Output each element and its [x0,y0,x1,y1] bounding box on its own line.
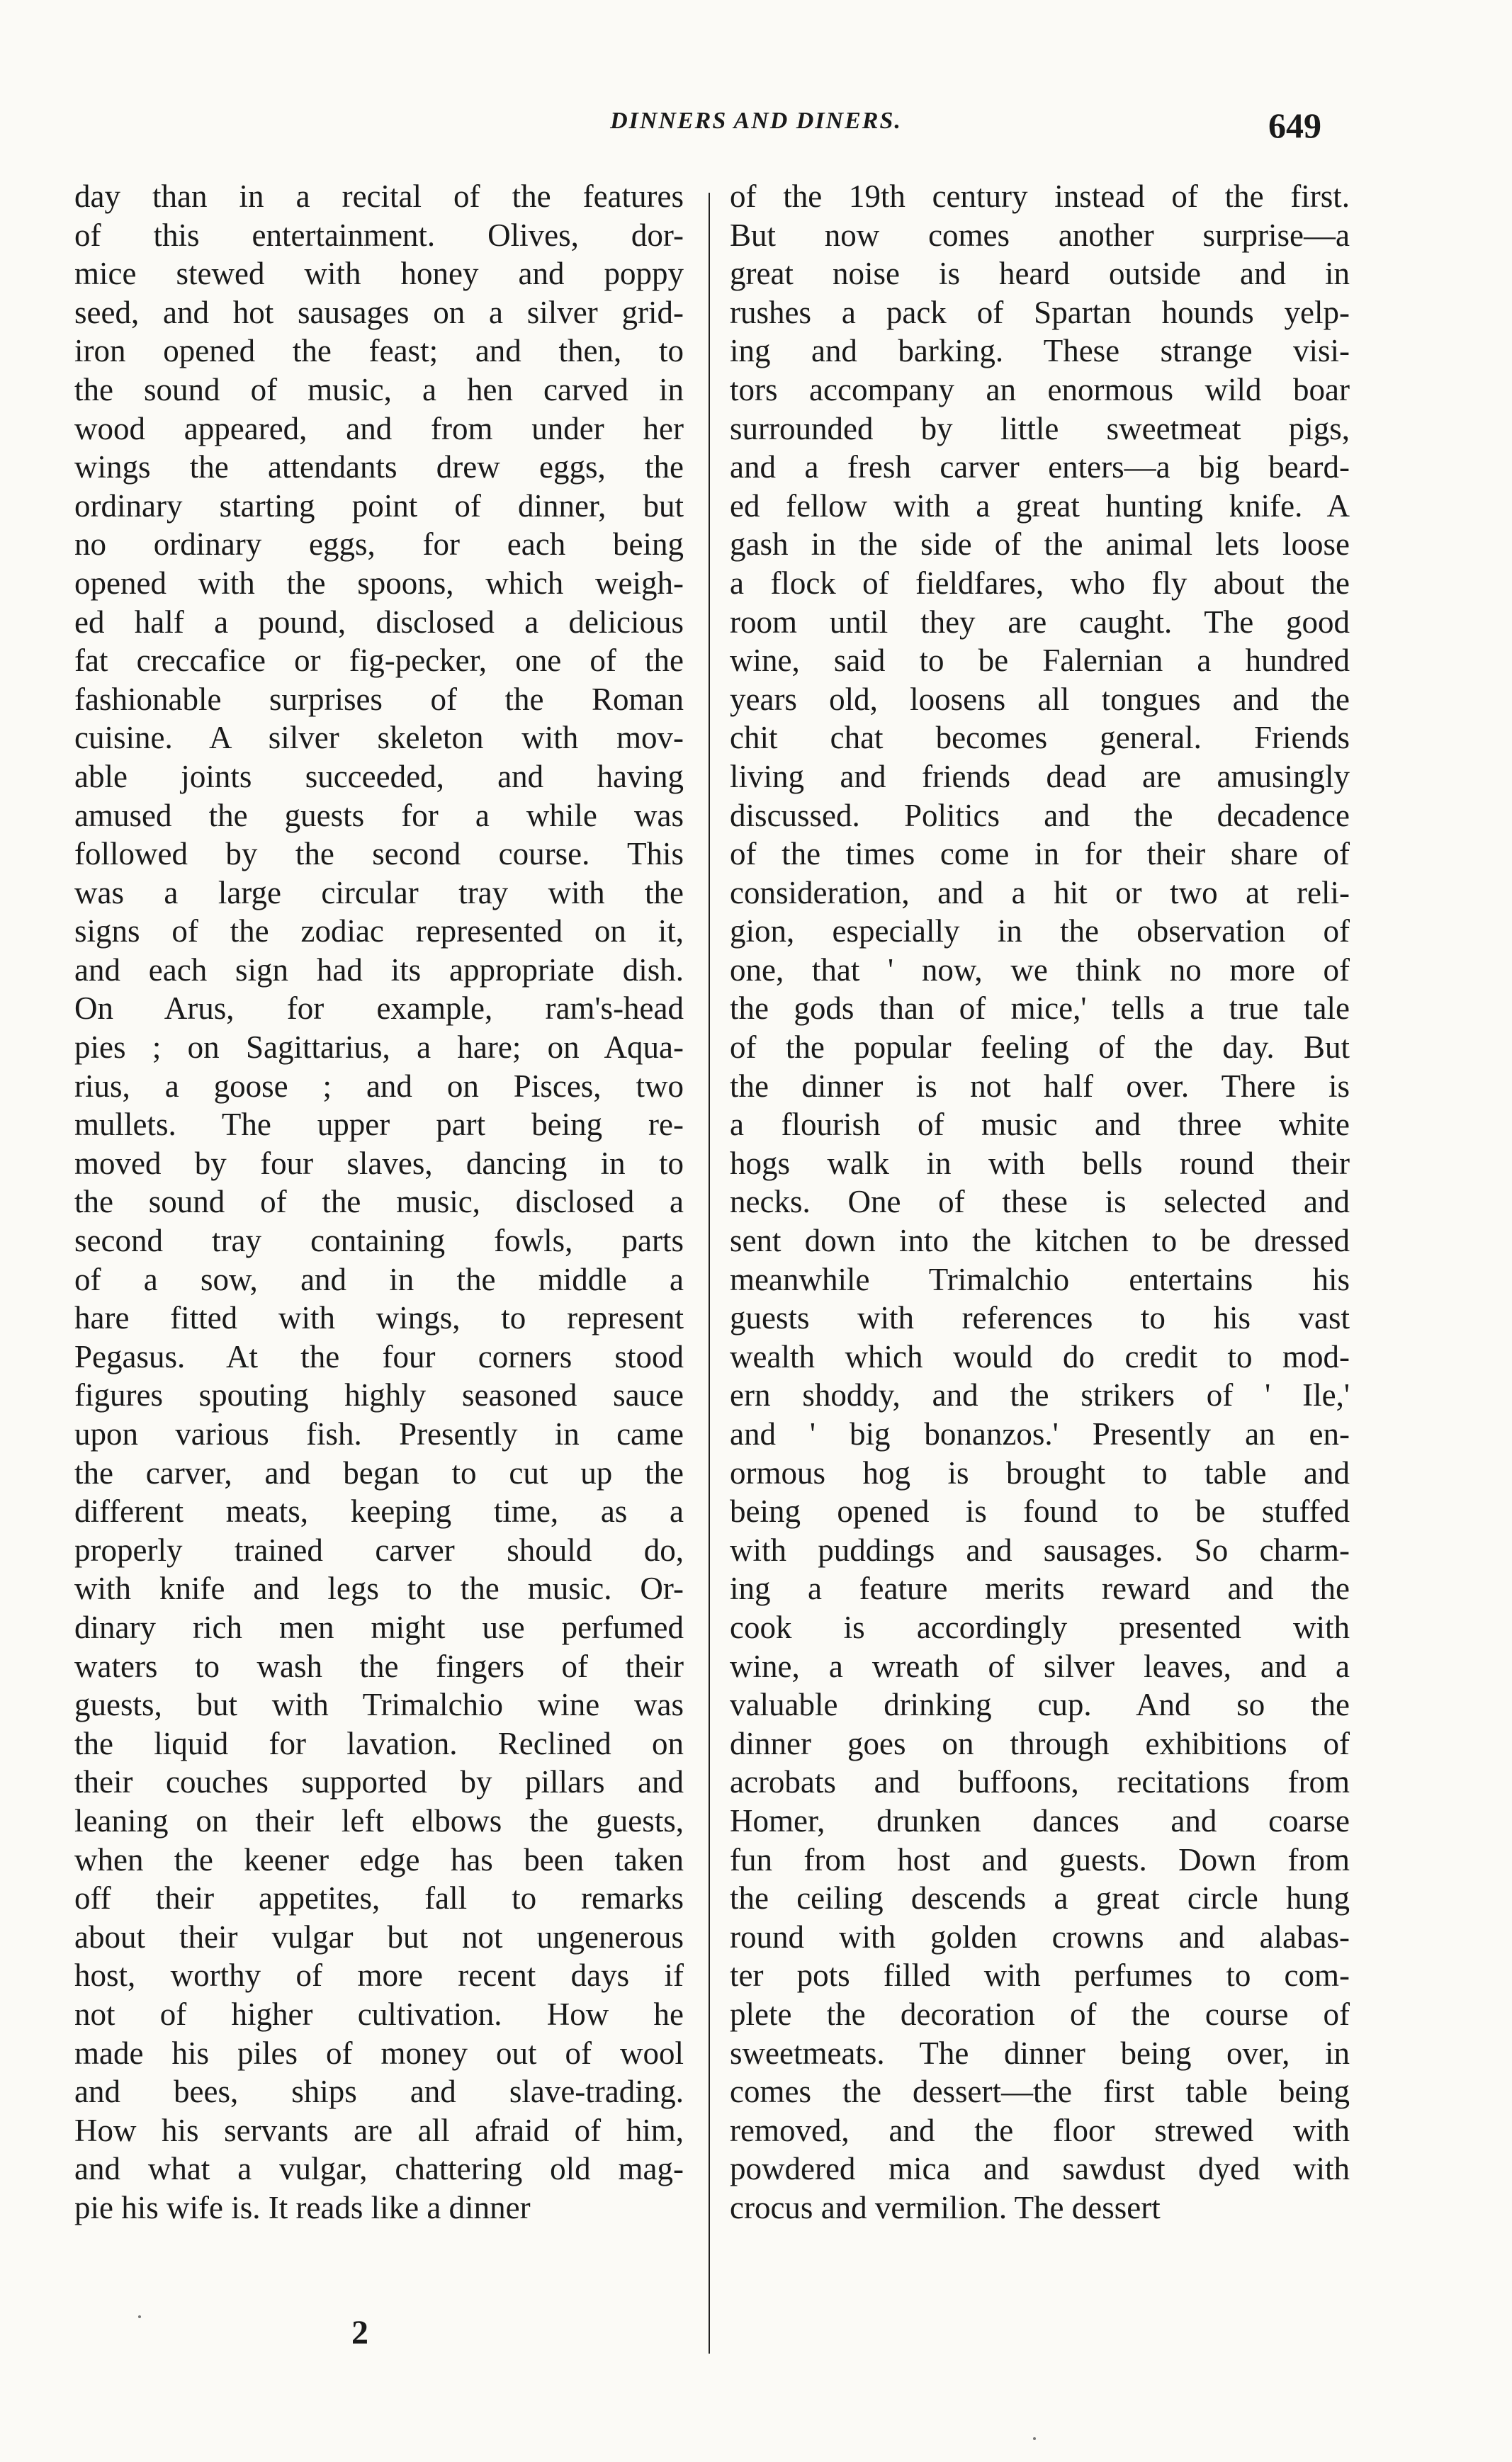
text-line: dinary rich men might use perfumed [74,1609,684,1645]
text-line: and bees, ships and slave-trading. [74,2074,684,2110]
text-line: dinner goes on through exhibitions of [730,1725,1350,1761]
text-line: round with golden crowns and alabas- [730,1919,1350,1955]
text-line: moved by four slaves, dancing in to [74,1145,684,1181]
text-line: no ordinary eggs, for each being [74,526,684,563]
text-line: of the times come in for their share of [730,836,1350,872]
text-line: wings the attendants drew eggs, the [74,449,684,485]
text-line: ed half a pound, disclosed a delicious [74,604,684,640]
text-line: powdered mica and sawdust dyed with [730,2151,1350,2187]
left-column [74,177,684,2227]
text-line: On Arus, for example, ram's-head [74,990,684,1027]
text-line: signs of the zodiac represented on it, [74,913,684,949]
text-line: the liquid for lavation. Reclined on [74,1725,684,1761]
text-line: off their appetites, fall to remarks [74,1880,684,1916]
text-line: leaning on their left elbows the guests, [74,1802,684,1839]
text-line: able joints succeeded, and having [74,758,684,794]
text-line: guests, but with Trimalchio wine was [74,1687,684,1723]
text-line: valuable drinking cup. And so the [730,1687,1350,1723]
text-line: cuisine. A silver skeleton with mov- [74,720,684,756]
text-line: plete the decoration of the course of [730,1996,1350,2032]
text-line: fat creccafice or fig-pecker, one of the [74,643,684,679]
text-line: wood appeared, and from under her [74,410,684,446]
text-line: acrobats and buffoons, recitations from [730,1764,1350,1800]
text-line: and each sign had its appropriate dish. [74,952,684,988]
text-line: of the popular feeling of the day. But [730,1029,1350,1066]
print-speck [1033,2437,1036,2440]
text-line: ordinary starting point of dinner, but [74,487,684,524]
text-line: ormous hog is brought to table and [730,1455,1350,1491]
text-line: great noise is heard outside and in [730,256,1350,292]
text-line: tors accompany an enormous wild boar [730,371,1350,407]
text-line: of this entertainment. Olives, dor- [74,217,684,253]
text-line: not of higher cultivation. How he [74,1996,684,2032]
text-line: rushes a pack of Spartan hounds yelp- [730,294,1350,330]
text-line: living and friends dead are amusingly [730,758,1350,794]
running-head: DINNERS AND DINERS. [610,108,902,134]
text-line: comes the dessert—the first table being [730,2074,1350,2110]
text-line: different meats, keeping time, as a [74,1493,684,1530]
text-line: seed, and hot sausages on a silver grid- [74,294,684,330]
text-line: pies ; on Sagittarius, a hare; on Aqua- [74,1029,684,1066]
signature-mark: 2 [351,2314,368,2351]
text-line: being opened is found to be stuffed [730,1493,1350,1530]
text-line: meanwhile Trimalchio entertains his [730,1261,1350,1297]
text-line: removed, and the floor strewed with [730,2112,1350,2148]
text-line: hogs walk in with bells round their [730,1145,1350,1181]
text-line: host, worthy of more recent days if [74,1958,684,1994]
text-line: the carver, and began to cut up the [74,1455,684,1491]
text-line: sent down into the kitchen to be dressed [730,1223,1350,1259]
text-line: one, that ' now, we think no more of [730,952,1350,988]
text-line: second tray containing fowls, parts [74,1223,684,1259]
text-line: gash in the side of the animal lets loose [730,526,1350,563]
text-line: the sound of music, a hen carved in [74,371,684,407]
text-line: figures spouting highly seasoned sauce [74,1377,684,1413]
text-line: waters to wash the fingers of their [74,1648,684,1684]
text-line: fashionable surprises of the Roman [74,681,684,717]
text-line: the ceiling descends a great circle hung [730,1880,1350,1916]
text-line: How his servants are all afraid of him, [74,2112,684,2148]
text-line: necks. One of these is selected and [730,1184,1350,1220]
text-line: of a sow, and in the middle a [74,1261,684,1297]
text-line: and what a vulgar, chattering old mag- [74,2151,684,2187]
text-line: was a large circular tray with the [74,874,684,910]
text-line: wine, said to be Falernian a hundred [730,643,1350,679]
text-line: and ' big bonanzos.' Presently an en- [730,1416,1350,1452]
text-line: sweetmeats. The dinner being over, in [730,2035,1350,2071]
text-line: surrounded by little sweetmeat pigs, [730,410,1350,446]
text-line: opened with the spoons, which weigh- [74,565,684,601]
text-line: a flourish of music and three white [730,1107,1350,1143]
text-line: wine, a wreath of silver leaves, and a [730,1648,1350,1684]
text-line: pie his wife is. It reads like a dinner [74,2189,531,2225]
text-line: iron opened the feast; and then, to [74,333,684,369]
text-line: properly trained carver should do, [74,1532,684,1568]
text-line: ing a feature merits reward and the [730,1571,1350,1607]
page-number: 649 [1268,106,1321,145]
text-line: ern shoddy, and the strikers of ' Ile,' [730,1377,1350,1413]
text-line: a flock of fieldfares, who fly about the [730,565,1350,601]
text-line: when the keener edge has been taken [74,1841,684,1877]
text-line: ed fellow with a great hunting knife. A [730,487,1350,524]
text-line: mullets. The upper part being re- [74,1107,684,1143]
text-line: fun from host and guests. Down from [730,1841,1350,1877]
text-line: rius, a goose ; and on Pisces, two [74,1068,684,1104]
column-divider [709,193,710,2354]
text-line: upon various fish. Presently in came [74,1416,684,1452]
text-line: Pegasus. At the four corners stood [74,1338,684,1374]
text-line: wealth which would do credit to mod- [730,1338,1350,1374]
text-line: made his piles of money out of wool [74,2035,684,2071]
text-line: ing and barking. These strange visi- [730,333,1350,369]
text-line: the dinner is not half over. There is [730,1068,1350,1104]
text-line: day than in a recital of the features [74,179,684,214]
text-line: the sound of the music, disclosed a [74,1184,684,1220]
text-line: Homer, drunken dances and coarse [730,1802,1350,1839]
text-line: room until they are caught. The good [730,604,1350,640]
text-line: their couches supported by pillars and [74,1764,684,1800]
text-line: of the 19th century instead of the first. [730,179,1350,214]
text-line: guests with references to his vast [730,1300,1350,1336]
text-line: the gods than of mice,' tells a true tale [730,990,1350,1027]
text-line: consideration, and a hit or two at reli- [730,874,1350,910]
text-line: years old, loosens all tongues and the [730,681,1350,717]
text-line: gion, especially in the observation of [730,913,1350,949]
text-line: discussed. Politics and the decadence [730,797,1350,833]
text-line: crocus and vermilion. The dessert [730,2189,1161,2225]
right-column [730,177,1350,2227]
text-line: with knife and legs to the music. Or- [74,1571,684,1607]
text-line: ter pots filled with perfumes to com- [730,1958,1350,1994]
text-line: But now comes another surprise—a [730,217,1350,253]
print-speck [138,2315,141,2318]
text-line: cook is accordingly presented with [730,1609,1350,1645]
text-line: followed by the second course. This [74,836,684,872]
text-line: hare fitted with wings, to represent [74,1300,684,1336]
text-line: chit chat becomes general. Friends [730,720,1350,756]
text-line: and a fresh carver enters—a big beard- [730,449,1350,485]
text-line: about their vulgar but not ungenerous [74,1919,684,1955]
text-line: amused the guests for a while was [74,797,684,833]
text-line: with puddings and sausages. So charm- [730,1532,1350,1568]
text-line: mice stewed with honey and poppy [74,256,684,292]
